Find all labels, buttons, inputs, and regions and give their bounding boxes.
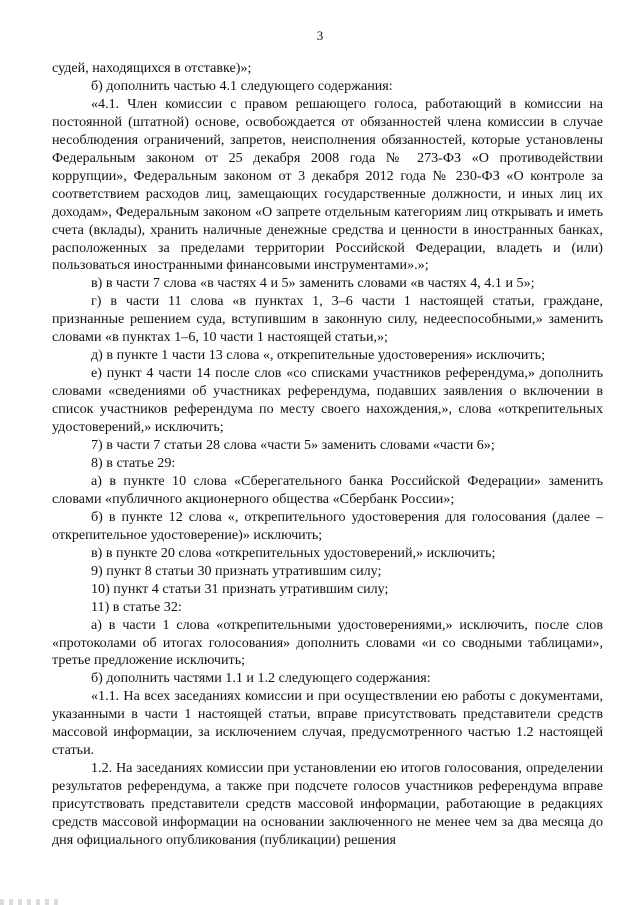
paragraph-amendment-g: г) в части 11 слова «в пунктах 1, 3–6 части 1 настоящей статьи, граждане, признанные решением суда, вступившим в законную силу, недееспособными,» заменить словами «в пунктах 1–6, 10 части 1 настоящей статьи,»; [52, 293, 603, 346]
paragraph-item-8-a: а) в пункте 10 слова «Сберегательного банка Российской Федерации» заменить словами «публичного акционерного общества «Сбербанк России»; [52, 472, 603, 507]
paragraph-item-7: 7) в части 7 статьи 28 слова «части 5» заменить словами «части 6»; [91, 437, 495, 454]
paragraph-item-10: 10) пункт 4 статьи 31 признать утратившим силу; [91, 580, 389, 597]
paragraph-item-11-b: б) дополнить частями 1.1 и 1.2 следующего содержания: [91, 670, 431, 687]
paragraph-part-4-1: «4.1. Член комиссии с правом решающего голоса, работающий в комиссии на постоянной (штатной) основе, освобождается от обязанностей члена комиссии в случае несоблюдения ограничений, запретов, неисполнения обязанностей, которые установлены Федеральным законом от 25 декабря 2008 года № 273-ФЗ «О противодействии коррупции», Федеральным законом от 3 декабря 2012 года № 230-ФЗ «О контроле за соответствием расходов лиц, замещающих государственные должности, и иных лиц их доходам», Федеральным законом «О запрете отдельным категориям лиц открывать и иметь счета (вклады), хранить наличные денежные средства и ценности в иностранных банках, расположенных за пределами территории Российской Федерации, владеть и (или) пользоваться иностранными финансовыми инструментами».»; [52, 95, 603, 274]
scan-artifact [0, 899, 60, 905]
page-number: 3 [316, 28, 324, 43]
paragraph-item-11-a: а) в части 1 слова «открепительными удостоверениями,» исключить, после слов «протоколами об итогах голосования» дополнить словами «и со сводными таблицами», третье предложение исключить; [52, 616, 603, 669]
paragraph-part-1-1: «1.1. На всех заседаниях комиссии и при осуществлении ею работы с документами, указанными в части 1 настоящей статьи, вправе присутствовать представители средств массовой информации, за исключением случая, предусмотренного частью 1.2 настоящей статьи. [52, 688, 603, 759]
paragraph-amendment-v: в) в части 7 слова «в частях 4 и 5» заменить словами «в частях 4, 4.1 и 5»; [91, 275, 535, 292]
paragraph-continuation: судей, находящихся в отставке)»; [52, 60, 252, 76]
paragraph-item-8-b: б) в пункте 12 слова «, открепительного удостоверения для голосования (далее – открепительное удостоверение)» исключить; [52, 508, 603, 543]
paragraph-item-9: 9) пункт 8 статьи 30 признать утратившим силу; [91, 562, 382, 579]
paragraph-item-8-v: в) в пункте 20 слова «открепительных удостоверений,» исключить; [91, 544, 496, 561]
paragraph-part-1-2: 1.2. На заседаниях комиссии при установлении ею итогов голосования, определении результатов референдума, а также при подсчете голосов участников референдума вправе присутствовать представители средств массовой информации, работающие в редакциях средств массовой информации на основании заключенного не менее чем за два месяца до дня официального опубликования (публикации) решения [52, 760, 603, 848]
paragraph-amendment-e: е) пункт 4 части 14 после слов «со списками участников референдума,» дополнить словами «сведениями об участниках референдума, подавших заявления о включении в список участников референдума по месту своего нахождения,», слова «открепительных удостоверений,» исключить; [52, 365, 603, 436]
document-body [52, 60, 603, 850]
paragraph-amendment-b: б) дополнить частью 4.1 следующего содержания: [91, 77, 393, 94]
paragraph-amendment-d: д) в пункте 1 части 13 слова «, открепительные удостоверения» исключить; [91, 347, 545, 364]
paragraph-item-8: 8) в статье 29: [91, 454, 176, 471]
paragraph-item-11: 11) в статье 32: [91, 598, 182, 615]
